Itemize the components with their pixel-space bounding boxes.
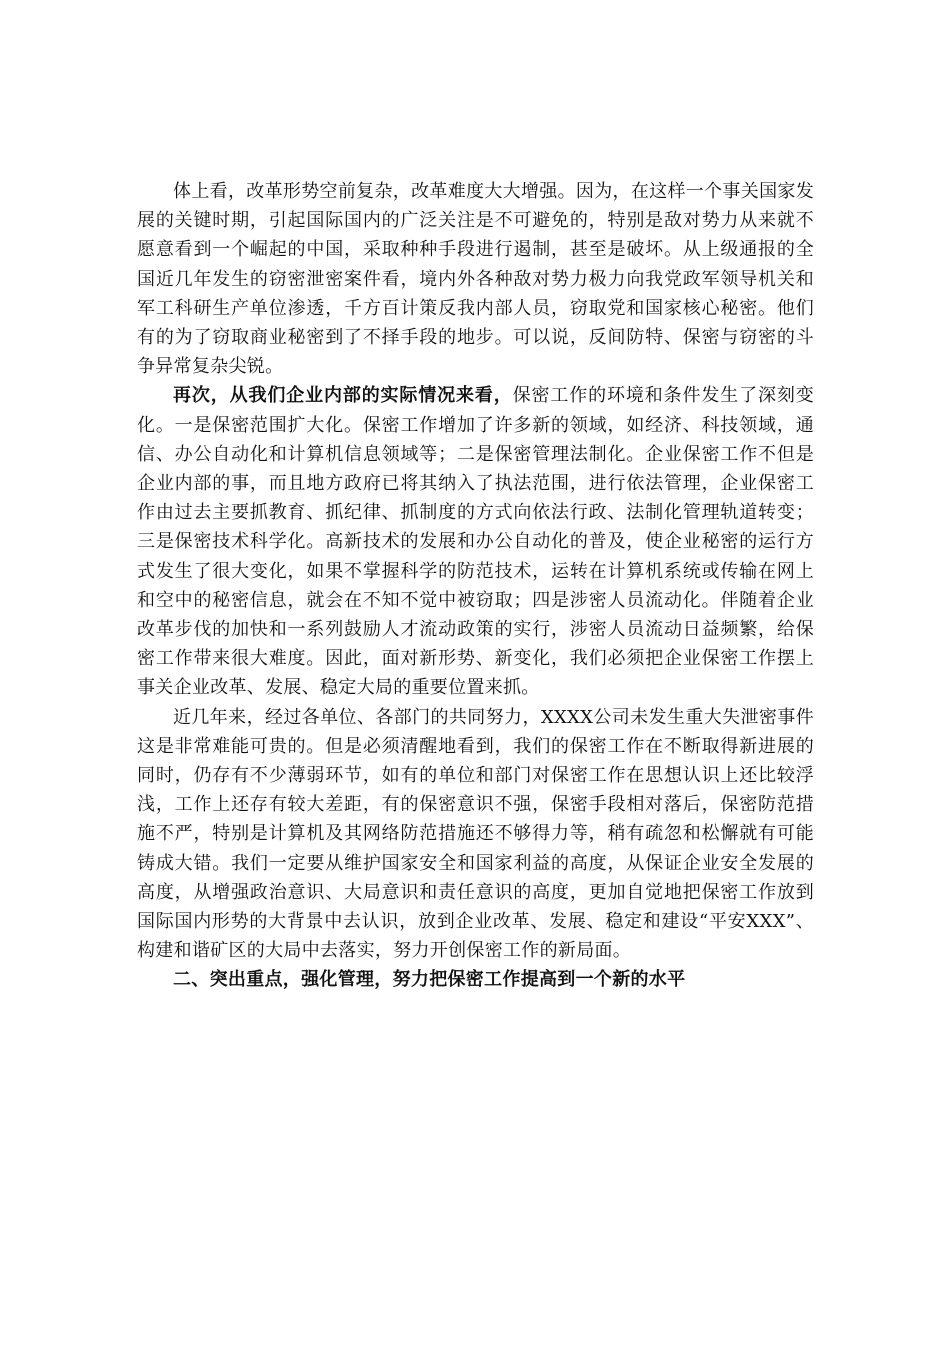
paragraph-text: 体上看，改革形势空前复杂，改革难度大大增强。因为，在这样一个事关国家发展的关键时期，引起国际国内的广泛关注是不可避免的，特别是敌对势力从来就不愿意看到一个崛起的中国，采取种种手段进行遏制，甚至是破坏。从上级通报的全国近几年发生的窃密泄密案件看，境内外各种敌对势力极力向我党政军领导机关和军工科研生产单位渗透，千方百计策反我内部人员，窃取党和国家核心秘密。他们有的为了窃取商业秘密到了不择手段的地步。可以说，反间防特、保密与窃密的斗争异常复杂尖锐。 — [137, 181, 814, 378]
heading-text: 二、突出重点，强化管理，努力把保密工作提高到一个新的水平 — [173, 969, 686, 991]
paragraph-enterprise-situation — [137, 381, 814, 702]
document-body — [137, 177, 814, 995]
section-heading-2 — [137, 965, 814, 994]
paragraph-situation-overview — [137, 177, 814, 381]
paragraph-text: 保密工作的环境和条件发生了深刻变化。一是保密范围扩大化。保密工作增加了许多新的领域，如经济、科技领域，通信、办公自动化和计算机信息领域等；二是保密管理法制化。企业保密工作不但是企业内部的事，而且地方政府已将其纳入了执法范围，进行依法管理，企业保密工作由过去主要抓教育、抓纪律、抓制度的方式向依法行政、法制化管理轨道转变；三是保密技术科学化。高新技术的发展和办公自动化的普及，使企业秘密的运行方式发生了很大变化，如果不掌握科学的防范技术，运转在计算机系统或传输在网上和空中的秘密信息，就会在不知不觉中被窃取；四是涉密人员流动化。伴随着企业改革步伐的加快和一系列鼓励人才流动政策的实行，涉密人员流动日益频繁，给保密工作带来很大难度。因此，面对新形势、新变化，我们必须把企业保密工作摆上事关企业改革、发展、稳定大局的重要位置来抓。 — [137, 385, 814, 699]
paragraph-lead-bold: 再次，从我们企业内部的实际情况来看， — [173, 385, 513, 407]
paragraph-text: 近几年来，经过各单位、各部门的共同努力，XXXX公司未发生重大失泄密事件这是非常难能可贵的。但是必须清醒地看到，我们的保密工作在不断取得新进展的同时，仍存有不少薄弱环节，如有的单位和部门对保密工作在思想认识上还比较浮浅，工作上还存有较大差距，有的保密意识不强，保密手段相对落后，保密防范措施不严，特别是计算机及其网络防范措施还不够得力等，稍有疏忽和松懈就有可能铸成大错。我们一定要从维护国家安全和国家利益的高度，从保证企业安全发展的高度，从增强政治意识、大局意识和责任意识的高度，更加自觉地把保密工作放到国际国内形势的大背景中去认识，放到企业改革、发展、稳定和建设“平安XXX”、构建和谐矿区的大局中去落实，努力开创保密工作的新局面。 — [137, 706, 814, 962]
paragraph-recent-years — [137, 703, 814, 966]
